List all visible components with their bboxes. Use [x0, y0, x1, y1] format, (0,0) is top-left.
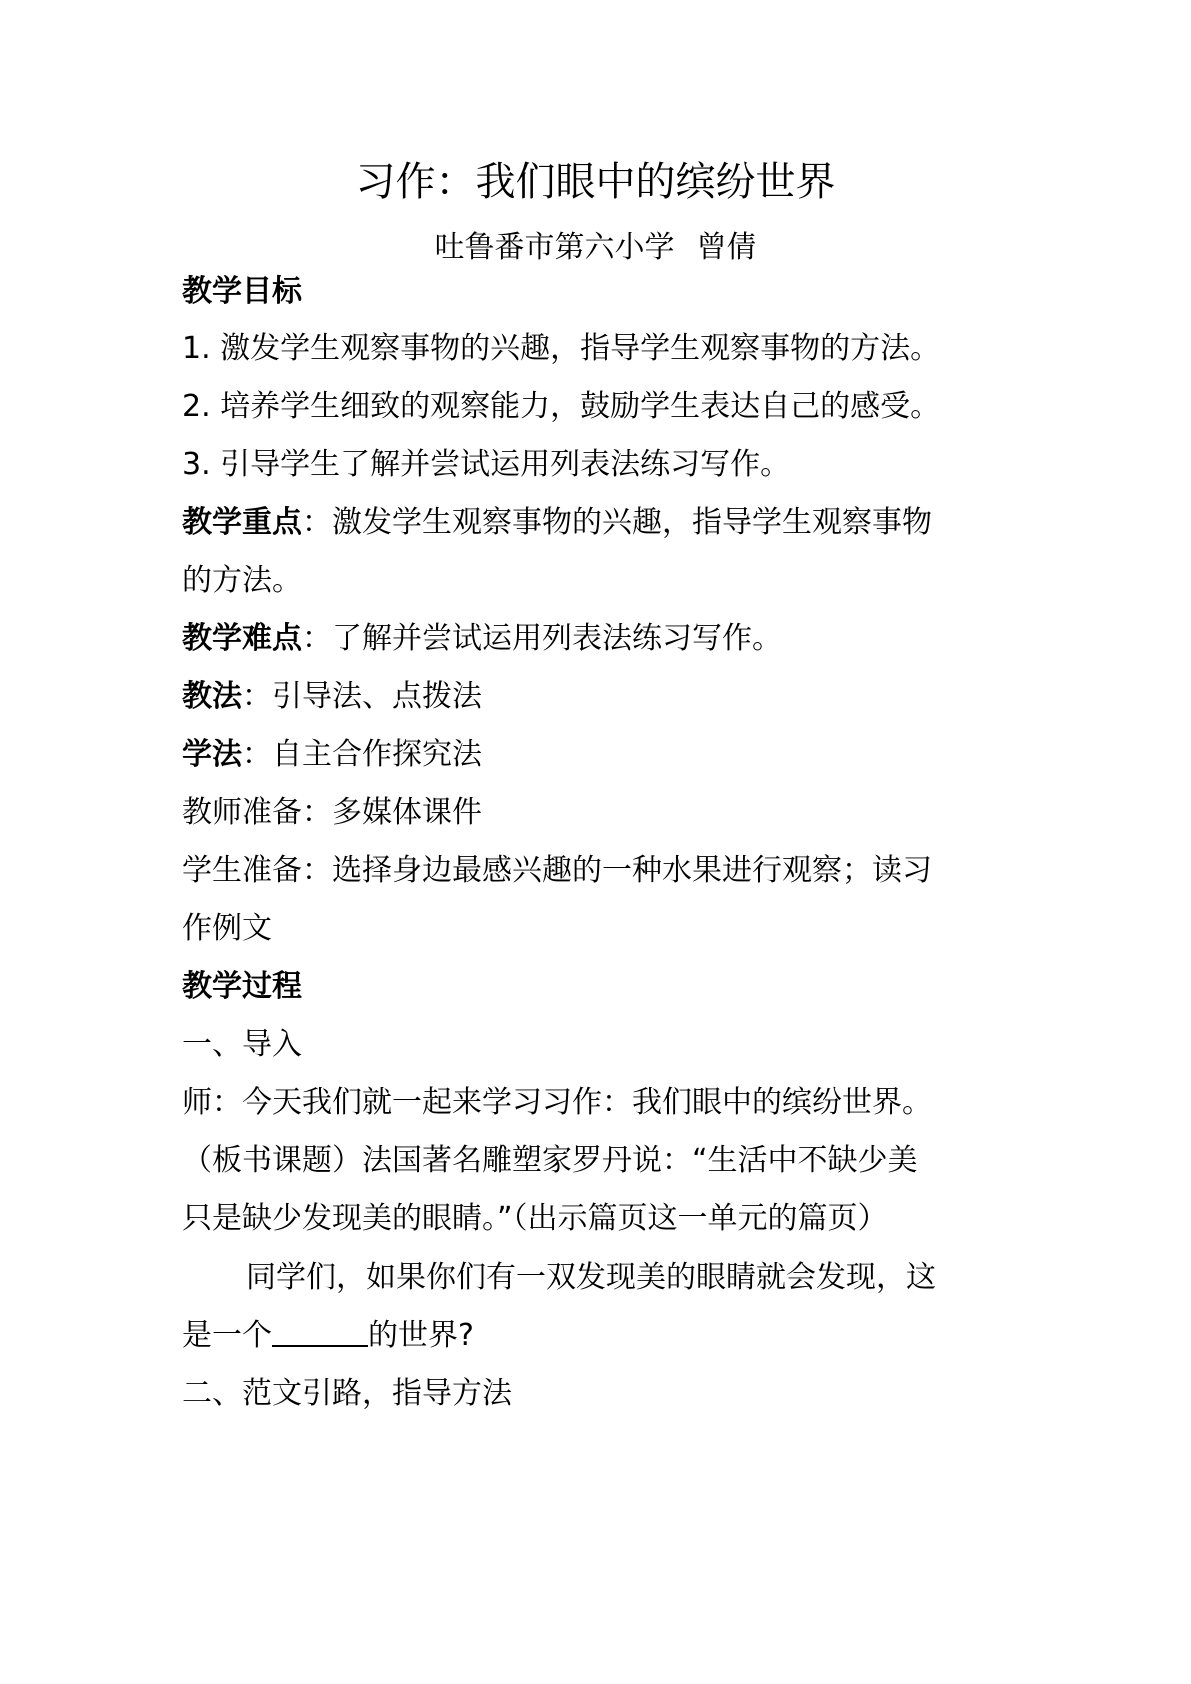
- key-point-text: 激发学生观察事物的兴趣，指导学生观察事物: [332, 505, 932, 540]
- question-para-line-1: 同学们，如果你们有一双发现美的眼睛就会发现，这: [246, 1260, 936, 1295]
- fill-in-blank: [272, 1317, 368, 1347]
- teaching-method-sep: ：: [242, 679, 272, 714]
- author-school: 吐鲁番市第六小学: [434, 230, 675, 265]
- teaching-method-text: 引导法、点拨法: [272, 679, 482, 714]
- author-name: 曾倩: [696, 230, 757, 265]
- key-point-line-2: 的方法。: [182, 563, 302, 598]
- section-1-heading: 一、导入: [182, 1027, 302, 1062]
- difficulty-label: 教学难点: [182, 621, 302, 656]
- intro-para-line-2: （板书课题）法国著名雕塑家罗丹说：“生活中不缺少美: [182, 1143, 918, 1178]
- learning-method-line: [182, 735, 1022, 775]
- difficulty-sep: ：: [302, 621, 332, 656]
- key-point-line-1: [182, 503, 1022, 543]
- question-after-blank: 的世界?: [368, 1318, 474, 1353]
- intro-para-line-1: 师：今天我们就一起来学习习作：我们眼中的缤纷世界。: [182, 1085, 932, 1120]
- learning-method-sep: ：: [242, 737, 272, 772]
- question-para-line-2: [182, 1316, 1022, 1356]
- key-point-label: 教学重点: [182, 505, 302, 540]
- key-point-sep: ：: [302, 505, 332, 540]
- document-title: 习作：我们眼中的缤纷世界: [355, 159, 836, 205]
- process-heading: 教学过程: [182, 969, 302, 1004]
- question-before-blank: 是一个: [182, 1318, 272, 1353]
- objective-item-3: 3. 引导学生了解并尝试运用列表法练习写作。: [182, 447, 791, 482]
- teacher-prep-line: 教师准备：多媒体课件: [182, 795, 482, 830]
- objective-item-2: 2. 培养学生细致的观察能力，鼓励学生表达自己的感受。: [182, 389, 941, 424]
- teaching-method-label: 教法: [182, 679, 242, 714]
- author-line: [0, 228, 1191, 268]
- student-prep-line-2: 作例文: [182, 911, 272, 946]
- student-prep-line-1: 学生准备：选择身边最感兴趣的一种水果进行观察；读习: [182, 853, 932, 888]
- objective-item-1: 1. 激发学生观察事物的兴趣，指导学生观察事物的方法。: [182, 331, 941, 366]
- learning-method-label: 学法: [182, 737, 242, 772]
- intro-para-line-3: 只是缺少发现美的眼睛。”（出示篇页这一单元的篇页）: [182, 1201, 888, 1236]
- difficulty-line: [182, 619, 1022, 659]
- learning-method-text: 自主合作探究法: [272, 737, 482, 772]
- difficulty-text: 了解并尝试运用列表法练习写作。: [332, 621, 782, 656]
- objectives-heading: 教学目标: [182, 274, 302, 309]
- teaching-method-line: [182, 677, 1022, 717]
- section-2-heading: 二、范文引路，指导方法: [182, 1376, 512, 1411]
